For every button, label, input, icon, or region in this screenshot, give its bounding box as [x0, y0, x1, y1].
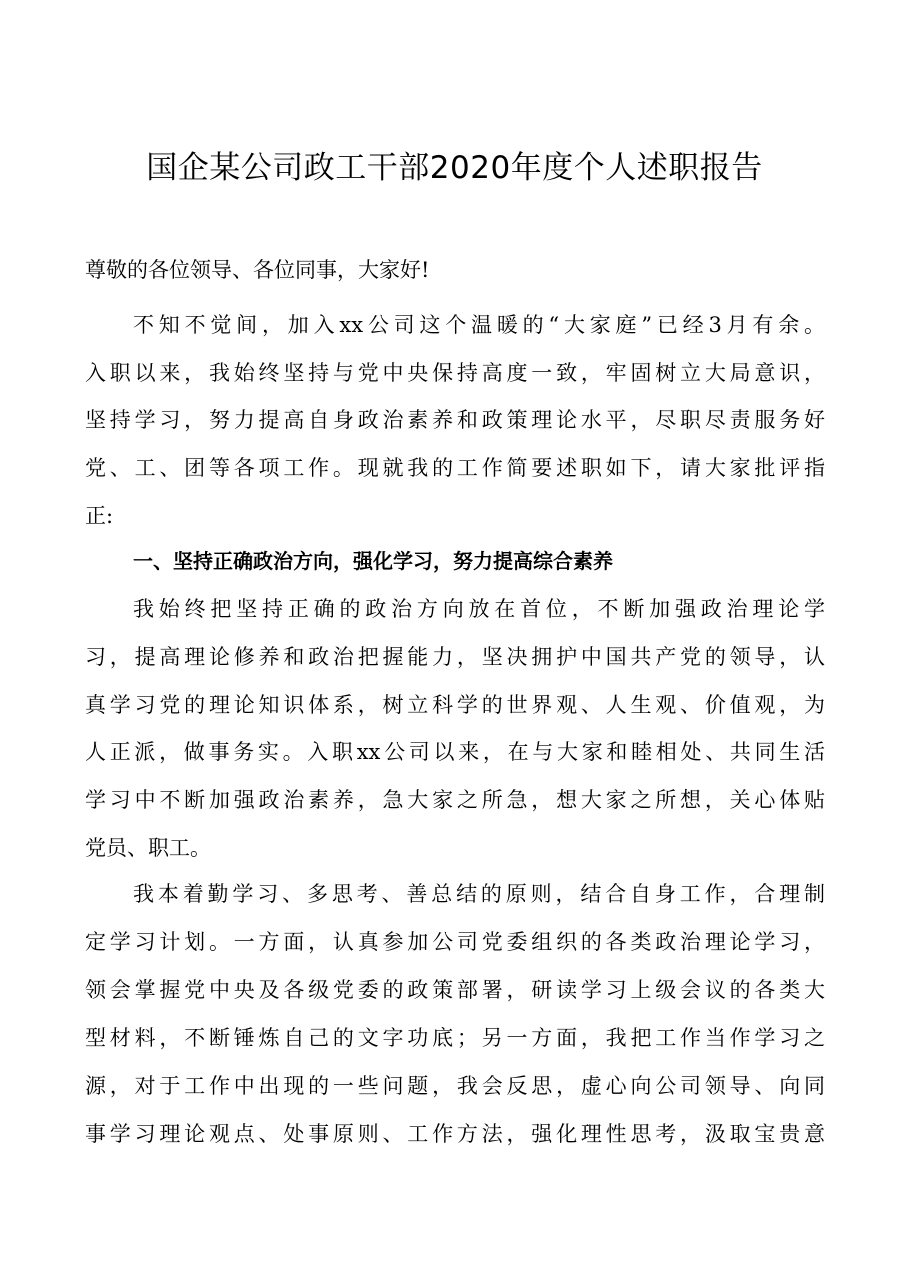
- paragraph-line: 习，提高理论修养和政治把握能力，坚决拥护中国共产党的领导，认: [85, 645, 825, 669]
- paragraph-line: 入职以来，我始终坚持与党中央保持高度一致，牢固树立大局意识，: [85, 361, 825, 385]
- paragraph-line: 我始终把坚持正确的政治方向放在首位，不断加强政治理论学: [133, 597, 825, 621]
- section-heading: 一、坚持正确政治方向，强化学习，努力提高综合素养: [133, 549, 613, 573]
- paragraph-line: 正:: [85, 504, 114, 528]
- document-title: 国企某公司政工干部2020年度个人述职报告: [146, 150, 763, 186]
- paragraph-line: 定学习计划。一方面，认真参加公司党委组织的各类政治理论学习，: [85, 930, 825, 954]
- paragraph-line: 领会掌握党中央及各级党委的政策部署，研读学习上级会议的各类大: [85, 978, 825, 1002]
- paragraph-line: 事学习理论观点、处事原则、工作方法，强化理性思考，汲取宝贵意: [85, 1122, 825, 1146]
- paragraph-line: 党员、职工。: [85, 836, 211, 860]
- paragraph-line: 型材料，不断锤炼自己的文字功底；另一方面，我把工作当作学习之: [85, 1026, 825, 1050]
- paragraph-line: 坚持学习，努力提高自身政治素养和政策理论水平，尽职尽责服务好: [85, 408, 825, 432]
- paragraph-line: 源，对于工作中出现的一些问题，我会反思，虚心向公司领导、向同: [85, 1074, 825, 1098]
- paragraph-line: 学习中不断加强政治素养，急大家之所急，想大家之所想，关心体贴: [85, 788, 825, 812]
- salutation-line: 尊敬的各位领导、各位同事，大家好!: [85, 258, 430, 282]
- paragraph-line: 人正派，做事务实。入职xx公司以来，在与大家和睦相处、共同生活: [85, 740, 825, 764]
- paragraph-line: 不知不觉间，加入xx公司这个温暖的“大家庭”已经3月有余。: [133, 313, 825, 337]
- paragraph-line: 党、工、团等各项工作。现就我的工作简要述职如下，请大家批评指: [85, 456, 825, 480]
- paragraph-line: 我本着勤学习、多思考、善总结的原则，结合自身工作，合理制: [133, 882, 825, 906]
- paragraph-line: 真学习党的理论知识体系，树立科学的世界观、人生观、价值观，为: [85, 693, 825, 717]
